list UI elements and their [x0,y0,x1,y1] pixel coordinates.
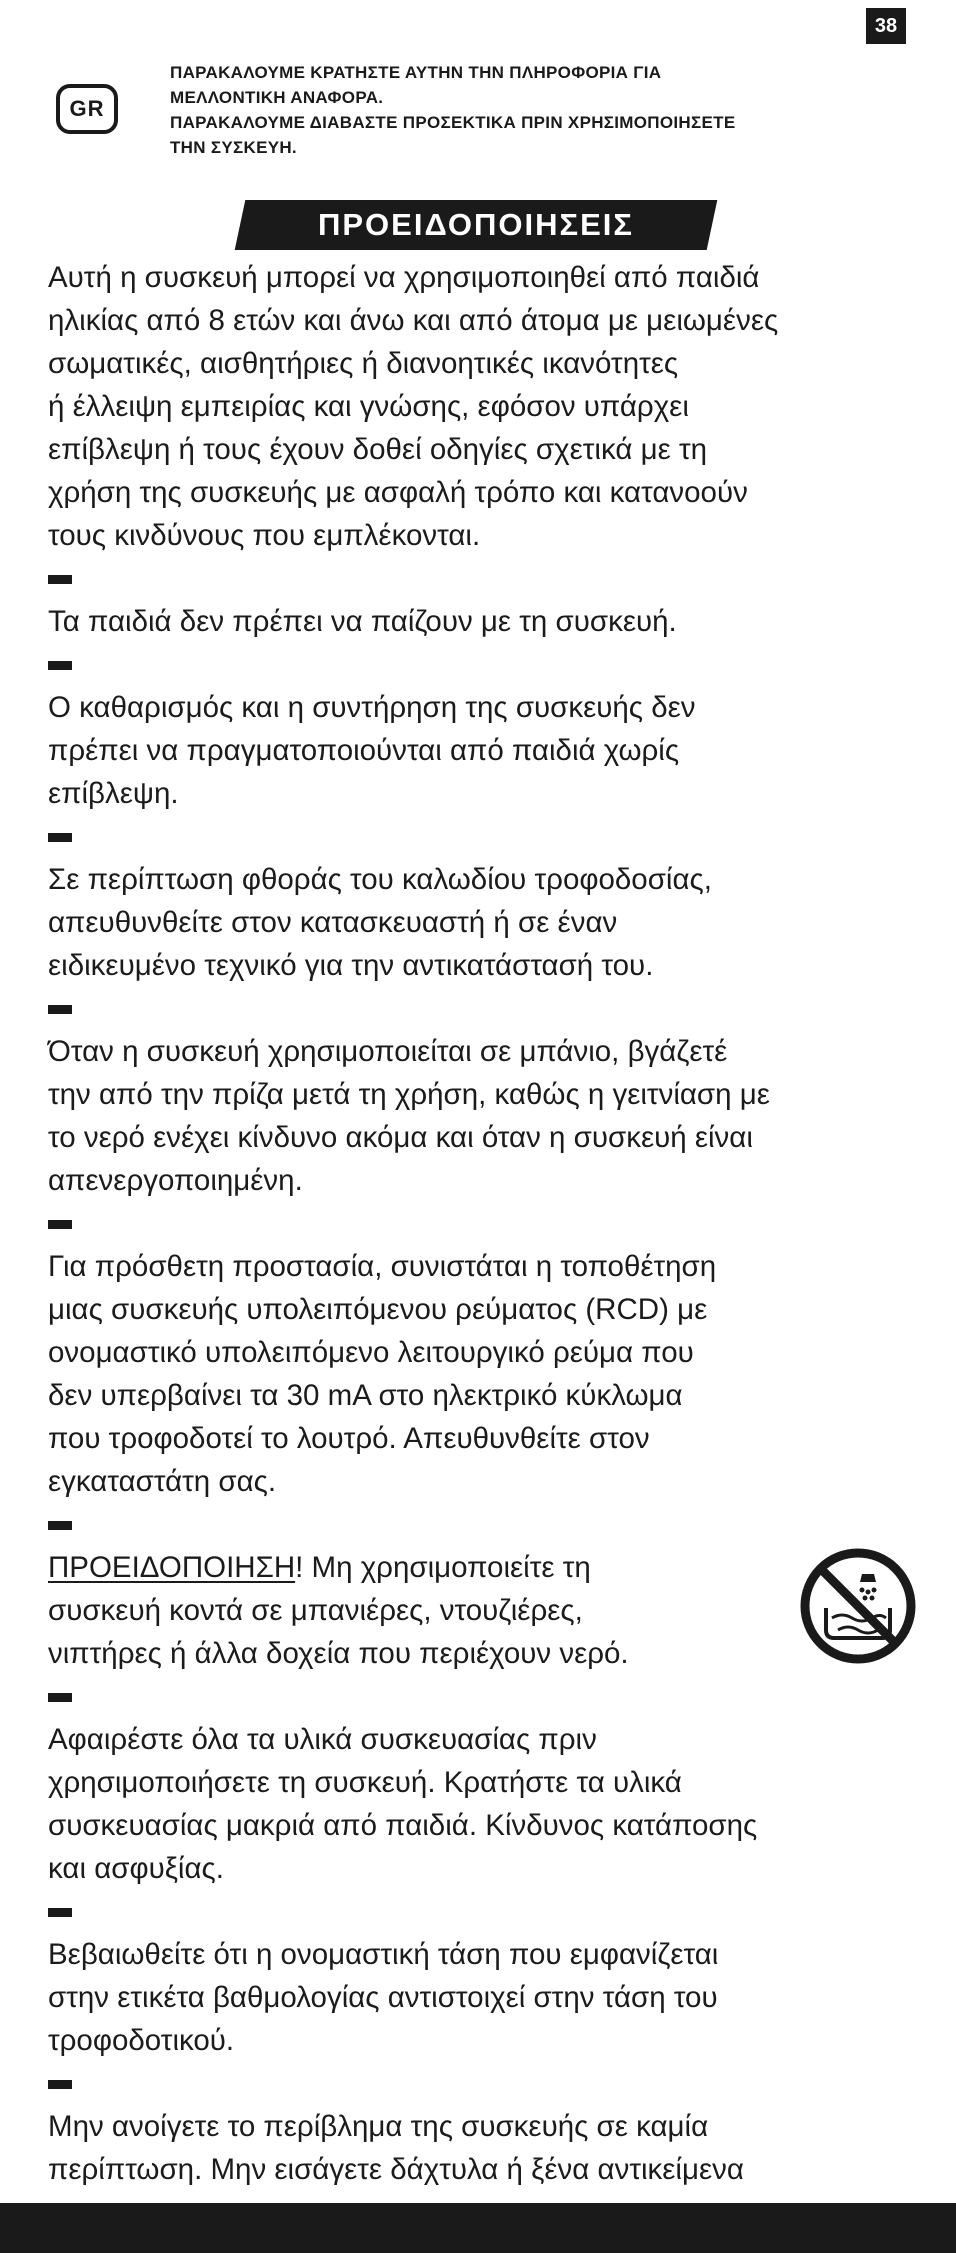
text-line: δεν υπερβαίνει τα 30 mA στο ηλεκτρικό κύκλωμα [48,1379,683,1412]
text-line: ειδικευμένο τεχνικό για την αντικατάστασή του. [48,949,654,982]
language-badge: GR [56,84,118,134]
text-line: Μην ανοίγετε το περίβλημα της συσκευής σε καμία [48,2110,709,2143]
text-line: χρήση της συσκευής με ασφαλή τρόπο και κατανοούν [48,476,748,509]
header-notice [170,60,890,160]
bullet-dash [48,1693,72,1702]
text-line: το νερό ενέχει κίνδυνο ακόμα και όταν η συσκευή είναι [48,1121,753,1154]
text-line: συσκευή κοντά σε μπανιέρες, ντουζιέρες, [48,1594,583,1627]
paragraph [48,1718,918,1890]
text-line: ή έλλειψη εμπειρίας και γνώσης, εφόσον υπάρχει [48,390,689,423]
header-notice-line: ΜΕΛΛΟΝΤΙΚΗ ΑΝΑΦΟΡΑ. [170,88,384,107]
paragraph [48,256,918,557]
bullet-dash [48,661,72,670]
text-line: Σε περίπτωση φθοράς του καλωδίου τροφοδοσίας, [48,863,712,896]
text-line: Αφαιρέστε όλα τα υλικά συσκευασίας πριν [48,1723,597,1756]
text-line: Ο καθαρισμός και η συντήρηση της συσκευής δεν [48,691,696,724]
bullet-dash [48,575,72,584]
bullet-dash [48,833,72,842]
warning-paragraph [48,1546,918,1675]
text-line: στην ετικέτα βαθμολογίας αντιστοιχεί στην τάση του [48,1981,718,2014]
header-notice-line: ΠΑΡΑΚΑΛΟΥΜΕ ΔΙΑΒΑΣΤΕ ΠΡΟΣΕΚΤΙΚΑ ΠΡΙΝ ΧΡΗΣΙΜΟΠΟΙΗΣΕΤΕ [170,113,736,132]
text-line: συσκευασίας μακριά από παιδιά. Κίνδυνος κατάποσης [48,1809,758,1842]
bullet-dash [48,1521,72,1530]
bullet-dash [48,1908,72,1917]
text-line: Αυτή η συσκευή μπορεί να χρησιμοποιηθεί από παιδιά [48,261,760,294]
text-line [48,1546,918,1589]
bullet-dash [48,1220,72,1229]
text-line: νιπτήρες ή άλλα δοχεία που περιέχουν νερό. [48,1637,629,1670]
text-line: που τροφοδοτεί το λουτρό. Απευθυνθείτε στον [48,1422,650,1455]
paragraph [48,2105,918,2191]
text-line: περίπτωση. Μην εισάγετε δάχτυλα ή ξένα αντικείμενα [48,2153,744,2186]
footer-bar [0,2203,956,2253]
text-line: πρέπει να πραγματοποιούνται από παιδιά χωρίς [48,734,680,767]
text-line: μιας συσκευής υπολειπόμενου ρεύματος (RCD) με [48,1293,708,1326]
text-line: ονομαστικό υπολειπόμενο λειτουργικό ρεύμα που [48,1336,694,1369]
header-notice-line: ΤΗΝ ΣΥΣΚΕΥΗ. [170,138,297,157]
text-line: επίβλεψη. [48,777,179,810]
text-line: τροφοδοτικού. [48,2024,235,2057]
text-line: Βεβαιωθείτε ότι η ονομαστική τάση που εμφανίζεται [48,1938,719,1971]
text-line: την από την πρίζα μετά τη χρήση, καθώς η γειτνίαση με [48,1078,770,1111]
section-title: ΠΡΟΕΙΔΟΠΟΙΗΣΕΙΣ [317,207,635,242]
warnings-content [48,256,918,2191]
text-line: απευθυνθείτε στον κατασκευαστή ή σε έναν [48,906,618,939]
no-bathtub-icon [798,1546,918,1666]
paragraph [48,1933,918,2062]
paragraph [48,1030,918,1202]
text-line: επίβλεψη ή τους έχουν δοθεί οδηγίες σχετικά με τη [48,433,708,466]
paragraph [48,686,918,815]
text-line: απενεργοποιημένη. [48,1164,303,1197]
text-line: Για πρόσθετη προστασία, συνιστάται η τοποθέτηση [48,1250,717,1283]
text-line: σωματικές, αισθητήριες ή διανοητικές ικανότητες [48,347,679,380]
paragraph [48,1245,918,1503]
paragraph [48,600,918,643]
header-notice-line: ΠΑΡΑΚΑΛΟΥΜΕ ΚΡΑΤΗΣΤΕ ΑΥΤΗΝ ΤΗΝ ΠΛΗΡΟΦΟΡΙΑ ΓΙΑ [170,63,662,82]
text-line: ηλικίας από 8 ετών και άνω και από άτομα με μειωμένες [48,304,779,337]
text-line: τους κινδύνους που εμπλέκονται. [48,519,481,552]
text-line: και ασφυξίας. [48,1852,224,1885]
text-line: εγκαταστάτη σας. [48,1465,277,1498]
bullet-dash [48,1005,72,1014]
paragraph [48,858,918,987]
warning-word: ΠΡΟΕΙΔΟΠΟΙΗΣΗ [48,1551,296,1584]
text-line: Τα παιδιά δεν πρέπει να παίζουν με τη συσκευή. [48,605,677,638]
warning-line-rest: ! Μη χρησιμοποιείτε τη [295,1551,591,1584]
page-number: 38 [866,8,906,44]
text-line: χρησιμοποιήσετε τη συσκευή. Κρατήστε τα υλικά [48,1766,682,1799]
bullet-dash [48,2080,72,2089]
text-line: Όταν η συσκευή χρησιμοποιείται σε μπάνιο, βγάζετέ [48,1035,728,1068]
